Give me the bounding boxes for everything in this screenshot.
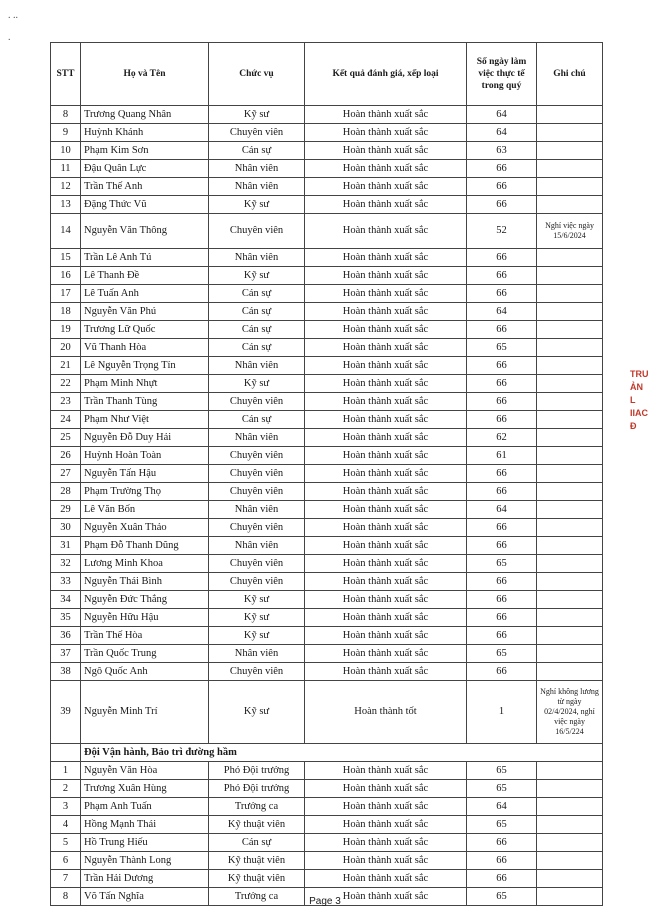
row-result: Hoàn thành xuất sắc xyxy=(305,249,467,267)
row-name: Nguyễn Văn Hòa xyxy=(81,762,209,780)
row-position: Kỹ thuật viên xyxy=(209,870,305,888)
row-stt: 7 xyxy=(51,870,81,888)
row-days: 66 xyxy=(467,393,537,411)
row-result: Hoàn thành xuất sắc xyxy=(305,555,467,573)
row-position: Chuyên viên xyxy=(209,393,305,411)
row-position: Kỹ sư xyxy=(209,106,305,124)
row-position: Trưởng ca xyxy=(209,798,305,816)
row-name: Hồng Mạnh Thái xyxy=(81,816,209,834)
row-name: Huỳnh Khánh xyxy=(81,124,209,142)
row-result: Hoàn thành xuất sắc xyxy=(305,780,467,798)
scan-marks: . .. . xyxy=(8,10,18,43)
row-result: Hoàn thành xuất sắc xyxy=(305,465,467,483)
header-name: Họ và Tên xyxy=(81,43,209,106)
table-row xyxy=(51,106,603,124)
row-result: Hoàn thành xuất sắc xyxy=(305,303,467,321)
row-position: Cán sự xyxy=(209,339,305,357)
row-stt: 38 xyxy=(51,663,81,681)
row-days: 61 xyxy=(467,447,537,465)
row-position: Nhân viên xyxy=(209,645,305,663)
row-note xyxy=(537,178,603,196)
row-days: 66 xyxy=(467,249,537,267)
row-position: Kỹ sư xyxy=(209,375,305,393)
table-row xyxy=(51,816,603,834)
row-name: Ngô Quốc Anh xyxy=(81,663,209,681)
row-stt: 30 xyxy=(51,519,81,537)
row-result: Hoàn thành tốt xyxy=(305,681,467,744)
row-position: Phó Đội trưởng xyxy=(209,780,305,798)
row-note xyxy=(537,591,603,609)
row-result: Hoàn thành xuất sắc xyxy=(305,447,467,465)
row-note xyxy=(537,537,603,555)
row-position: Chuyên viên xyxy=(209,663,305,681)
row-note xyxy=(537,780,603,798)
table-row xyxy=(51,357,603,375)
row-name: Hồ Trung Hiếu xyxy=(81,834,209,852)
row-position: Kỹ sư xyxy=(209,196,305,214)
row-note xyxy=(537,555,603,573)
row-stt: 8 xyxy=(51,888,81,906)
table-row xyxy=(51,214,603,249)
table-row xyxy=(51,663,603,681)
row-days: 66 xyxy=(467,852,537,870)
row-stt: 31 xyxy=(51,537,81,555)
row-days: 64 xyxy=(467,303,537,321)
row-stt: 25 xyxy=(51,429,81,447)
row-note xyxy=(537,663,603,681)
row-note xyxy=(537,196,603,214)
row-stt: 11 xyxy=(51,160,81,178)
row-name: Lê Tuấn Anh xyxy=(81,285,209,303)
row-days: 66 xyxy=(467,375,537,393)
table-row xyxy=(51,852,603,870)
row-result: Hoàn thành xuất sắc xyxy=(305,501,467,519)
table-row xyxy=(51,411,603,429)
row-position: Cán sự xyxy=(209,285,305,303)
header-days: Số ngày làm việc thực tế trong quý xyxy=(467,43,537,106)
table-row xyxy=(51,681,603,744)
table-row xyxy=(51,537,603,555)
row-result: Hoàn thành xuất sắc xyxy=(305,124,467,142)
row-days: 66 xyxy=(467,519,537,537)
row-stt: 5 xyxy=(51,834,81,852)
table-row xyxy=(51,447,603,465)
row-stt: 22 xyxy=(51,375,81,393)
row-position: Kỹ sư xyxy=(209,681,305,744)
row-note xyxy=(537,142,603,160)
row-note xyxy=(537,124,603,142)
table-row xyxy=(51,285,603,303)
row-stt: 37 xyxy=(51,645,81,663)
row-position: Nhân viên xyxy=(209,357,305,375)
row-result: Hoàn thành xuất sắc xyxy=(305,142,467,160)
row-days: 52 xyxy=(467,214,537,249)
row-note xyxy=(537,447,603,465)
row-stt: 19 xyxy=(51,321,81,339)
header-note: Ghi chú xyxy=(537,43,603,106)
row-position: Kỹ sư xyxy=(209,609,305,627)
row-note xyxy=(537,762,603,780)
table-row xyxy=(51,196,603,214)
row-name: Phạm Kim Sơn xyxy=(81,142,209,160)
row-result: Hoàn thành xuất sắc xyxy=(305,834,467,852)
row-result: Hoàn thành xuất sắc xyxy=(305,429,467,447)
table-row xyxy=(51,393,603,411)
row-note xyxy=(537,357,603,375)
row-name: Trần Quốc Trung xyxy=(81,645,209,663)
row-days: 64 xyxy=(467,798,537,816)
table-row xyxy=(51,303,603,321)
row-position: Cán sự xyxy=(209,834,305,852)
row-days: 66 xyxy=(467,465,537,483)
row-days: 66 xyxy=(467,285,537,303)
row-days: 66 xyxy=(467,357,537,375)
row-name: Trần Thanh Tùng xyxy=(81,393,209,411)
row-position: Trưởng ca xyxy=(209,888,305,906)
row-position: Nhân viên xyxy=(209,501,305,519)
row-result: Hoàn thành xuất sắc xyxy=(305,178,467,196)
row-note xyxy=(537,339,603,357)
row-name: Nguyễn Đức Thắng xyxy=(81,591,209,609)
row-result: Hoàn thành xuất sắc xyxy=(305,483,467,501)
row-note xyxy=(537,411,603,429)
row-result: Hoàn thành xuất sắc xyxy=(305,214,467,249)
row-name: Võ Tấn Nghĩa xyxy=(81,888,209,906)
row-stt: 16 xyxy=(51,267,81,285)
row-position: Cán sự xyxy=(209,411,305,429)
row-days: 64 xyxy=(467,106,537,124)
row-days: 66 xyxy=(467,160,537,178)
stamp-fragment: TRU ẢN L IIAC Đ xyxy=(630,369,649,431)
row-position: Chuyên viên xyxy=(209,483,305,501)
row-note xyxy=(537,798,603,816)
table-row xyxy=(51,339,603,357)
row-result: Hoàn thành xuất sắc xyxy=(305,339,467,357)
table-row xyxy=(51,501,603,519)
row-stt: 4 xyxy=(51,816,81,834)
row-stt: 2 xyxy=(51,780,81,798)
row-name: Trương Lữ Quốc xyxy=(81,321,209,339)
row-stt: 28 xyxy=(51,483,81,501)
row-result: Hoàn thành xuất sắc xyxy=(305,321,467,339)
row-stt: 34 xyxy=(51,591,81,609)
row-days: 66 xyxy=(467,267,537,285)
row-note xyxy=(537,609,603,627)
row-position: Phó Đội trưởng xyxy=(209,762,305,780)
row-note: Nghỉ không lương từ ngày 02/4/2024, nghỉ việc ngày 16/5/224 xyxy=(537,681,603,744)
row-name: Trần Hải Dương xyxy=(81,870,209,888)
row-days: 66 xyxy=(467,627,537,645)
table-row xyxy=(51,573,603,591)
row-result: Hoàn thành xuất sắc xyxy=(305,357,467,375)
row-position: Kỹ sư xyxy=(209,591,305,609)
row-stt: 15 xyxy=(51,249,81,267)
row-stt: 32 xyxy=(51,555,81,573)
row-days: 66 xyxy=(467,591,537,609)
row-name: Lương Minh Khoa xyxy=(81,555,209,573)
row-result: Hoàn thành xuất sắc xyxy=(305,888,467,906)
row-days: 66 xyxy=(467,483,537,501)
row-note xyxy=(537,573,603,591)
row-note xyxy=(537,106,603,124)
section-row xyxy=(51,744,603,762)
table-row xyxy=(51,321,603,339)
row-note xyxy=(537,321,603,339)
row-stt: 36 xyxy=(51,627,81,645)
row-name: Trần Thế Anh xyxy=(81,178,209,196)
row-days: 64 xyxy=(467,501,537,519)
row-note xyxy=(537,160,603,178)
row-name: Trương Quang Nhân xyxy=(81,106,209,124)
row-name: Đặng Thức Vũ xyxy=(81,196,209,214)
table-row xyxy=(51,483,603,501)
row-result: Hoàn thành xuất sắc xyxy=(305,106,467,124)
header-position: Chức vụ xyxy=(209,43,305,106)
row-name: Phạm Anh Tuấn xyxy=(81,798,209,816)
row-position: Nhân viên xyxy=(209,249,305,267)
staff-evaluation-table xyxy=(50,42,603,906)
row-days: 66 xyxy=(467,321,537,339)
table-row xyxy=(51,124,603,142)
row-position: Kỹ thuật viên xyxy=(209,816,305,834)
row-note xyxy=(537,816,603,834)
row-result: Hoàn thành xuất sắc xyxy=(305,160,467,178)
row-name: Lê Văn Bốn xyxy=(81,501,209,519)
row-stt: 33 xyxy=(51,573,81,591)
table-row xyxy=(51,160,603,178)
table-row xyxy=(51,519,603,537)
row-stt: 9 xyxy=(51,124,81,142)
row-result: Hoàn thành xuất sắc xyxy=(305,393,467,411)
row-name: Phạm Đỗ Thanh Dũng xyxy=(81,537,209,555)
row-result: Hoàn thành xuất sắc xyxy=(305,852,467,870)
row-stt: 29 xyxy=(51,501,81,519)
row-stt: 1 xyxy=(51,762,81,780)
row-note xyxy=(537,627,603,645)
row-stt: 39 xyxy=(51,681,81,744)
row-name: Đậu Quân Lực xyxy=(81,160,209,178)
row-result: Hoàn thành xuất sắc xyxy=(305,663,467,681)
row-days: 65 xyxy=(467,645,537,663)
row-result: Hoàn thành xuất sắc xyxy=(305,537,467,555)
table-row xyxy=(51,780,603,798)
row-name: Phạm Minh Nhựt xyxy=(81,375,209,393)
row-note xyxy=(537,645,603,663)
row-result: Hoàn thành xuất sắc xyxy=(305,798,467,816)
row-stt: 23 xyxy=(51,393,81,411)
row-position: Cán sự xyxy=(209,142,305,160)
row-result: Hoàn thành xuất sắc xyxy=(305,285,467,303)
row-days: 66 xyxy=(467,537,537,555)
row-days: 64 xyxy=(467,124,537,142)
row-result: Hoàn thành xuất sắc xyxy=(305,411,467,429)
row-position: Chuyên viên xyxy=(209,214,305,249)
row-result: Hoàn thành xuất sắc xyxy=(305,196,467,214)
row-days: 63 xyxy=(467,142,537,160)
row-result: Hoàn thành xuất sắc xyxy=(305,267,467,285)
row-stt: 10 xyxy=(51,142,81,160)
row-result: Hoàn thành xuất sắc xyxy=(305,870,467,888)
table-row xyxy=(51,762,603,780)
row-position: Nhân viên xyxy=(209,537,305,555)
table-row xyxy=(51,591,603,609)
row-name: Trương Xuân Hùng xyxy=(81,780,209,798)
table-row xyxy=(51,375,603,393)
row-name: Phạm Trường Thọ xyxy=(81,483,209,501)
row-days: 65 xyxy=(467,339,537,357)
row-note xyxy=(537,249,603,267)
row-days: 65 xyxy=(467,888,537,906)
row-stt: 27 xyxy=(51,465,81,483)
row-stt: 18 xyxy=(51,303,81,321)
row-name: Nguyễn Minh Trí xyxy=(81,681,209,744)
row-result: Hoàn thành xuất sắc xyxy=(305,375,467,393)
row-name: Nguyễn Văn Phú xyxy=(81,303,209,321)
row-position: Kỹ thuật viên xyxy=(209,852,305,870)
row-stt: 17 xyxy=(51,285,81,303)
row-result: Hoàn thành xuất sắc xyxy=(305,591,467,609)
row-position: Cán sự xyxy=(209,321,305,339)
row-position: Chuyên viên xyxy=(209,465,305,483)
row-name: Trần Thế Hòa xyxy=(81,627,209,645)
table-row xyxy=(51,627,603,645)
row-days: 65 xyxy=(467,780,537,798)
row-position: Kỹ sư xyxy=(209,627,305,645)
row-name: Vũ Thanh Hòa xyxy=(81,339,209,357)
row-position: Chuyên viên xyxy=(209,555,305,573)
row-stt: 8 xyxy=(51,106,81,124)
row-position: Chuyên viên xyxy=(209,124,305,142)
row-name: Nguyễn Văn Thông xyxy=(81,214,209,249)
row-note xyxy=(537,429,603,447)
row-note xyxy=(537,501,603,519)
table-row xyxy=(51,798,603,816)
row-stt: 24 xyxy=(51,411,81,429)
row-days: 1 xyxy=(467,681,537,744)
table-row xyxy=(51,429,603,447)
row-note xyxy=(537,519,603,537)
row-note xyxy=(537,465,603,483)
row-days: 66 xyxy=(467,411,537,429)
row-result: Hoàn thành xuất sắc xyxy=(305,627,467,645)
row-result: Hoàn thành xuất sắc xyxy=(305,609,467,627)
row-days: 65 xyxy=(467,816,537,834)
table-header-row xyxy=(51,43,603,106)
row-stt: 20 xyxy=(51,339,81,357)
row-name: Nguyễn Thành Long xyxy=(81,852,209,870)
row-note xyxy=(537,285,603,303)
table-row xyxy=(51,178,603,196)
table-row xyxy=(51,142,603,160)
table-row xyxy=(51,267,603,285)
row-stt: 14 xyxy=(51,214,81,249)
row-days: 65 xyxy=(467,555,537,573)
row-stt: 13 xyxy=(51,196,81,214)
section-title: Đội Vận hành, Bảo trì đường hầm xyxy=(81,744,603,762)
row-days: 66 xyxy=(467,870,537,888)
row-days: 62 xyxy=(467,429,537,447)
row-position: Nhân viên xyxy=(209,429,305,447)
row-days: 66 xyxy=(467,178,537,196)
row-position: Nhân viên xyxy=(209,178,305,196)
row-position: Nhân viên xyxy=(209,160,305,178)
row-days: 66 xyxy=(467,609,537,627)
row-position: Kỹ sư xyxy=(209,267,305,285)
table-row xyxy=(51,870,603,888)
row-result: Hoàn thành xuất sắc xyxy=(305,762,467,780)
header-result: Kết quả đánh giá, xếp loại xyxy=(305,43,467,106)
row-name: Phạm Như Việt xyxy=(81,411,209,429)
row-note xyxy=(537,375,603,393)
table-row xyxy=(51,249,603,267)
row-result: Hoàn thành xuất sắc xyxy=(305,573,467,591)
row-note xyxy=(537,870,603,888)
row-note xyxy=(537,852,603,870)
row-name: Nguyễn Đỗ Duy Hải xyxy=(81,429,209,447)
row-name: Nguyễn Tấn Hậu xyxy=(81,465,209,483)
row-note: Nghỉ việc ngày 15/6/2024 xyxy=(537,214,603,249)
row-name: Nguyễn Thái Bình xyxy=(81,573,209,591)
row-result: Hoàn thành xuất sắc xyxy=(305,816,467,834)
row-stt: 35 xyxy=(51,609,81,627)
table-row xyxy=(51,834,603,852)
table-row xyxy=(51,645,603,663)
row-name: Nguyễn Xuân Thảo xyxy=(81,519,209,537)
row-name: Huỳnh Hoàn Toàn xyxy=(81,447,209,465)
row-note xyxy=(537,834,603,852)
row-name: Lê Nguyễn Trọng Tín xyxy=(81,357,209,375)
row-stt: 26 xyxy=(51,447,81,465)
row-note xyxy=(537,483,603,501)
page-number: Page 3 xyxy=(309,896,341,907)
row-stt: 12 xyxy=(51,178,81,196)
row-name: Trần Lê Anh Tú xyxy=(81,249,209,267)
row-result: Hoàn thành xuất sắc xyxy=(305,645,467,663)
header-stt: STT xyxy=(51,43,81,106)
table-row xyxy=(51,609,603,627)
row-result: Hoàn thành xuất sắc xyxy=(305,519,467,537)
row-stt: 6 xyxy=(51,852,81,870)
table-row xyxy=(51,465,603,483)
row-position: Chuyên viên xyxy=(209,447,305,465)
row-stt: 21 xyxy=(51,357,81,375)
row-note xyxy=(537,393,603,411)
row-name: Nguyễn Hữu Hậu xyxy=(81,609,209,627)
row-stt: 3 xyxy=(51,798,81,816)
row-days: 66 xyxy=(467,663,537,681)
row-position: Chuyên viên xyxy=(209,519,305,537)
row-days: 66 xyxy=(467,573,537,591)
row-position: Chuyên viên xyxy=(209,573,305,591)
row-note xyxy=(537,303,603,321)
row-position: Cán sự xyxy=(209,303,305,321)
row-days: 66 xyxy=(467,834,537,852)
row-days: 65 xyxy=(467,762,537,780)
table-row xyxy=(51,555,603,573)
row-name: Lê Thanh Đề xyxy=(81,267,209,285)
row-days: 66 xyxy=(467,196,537,214)
row-note xyxy=(537,267,603,285)
